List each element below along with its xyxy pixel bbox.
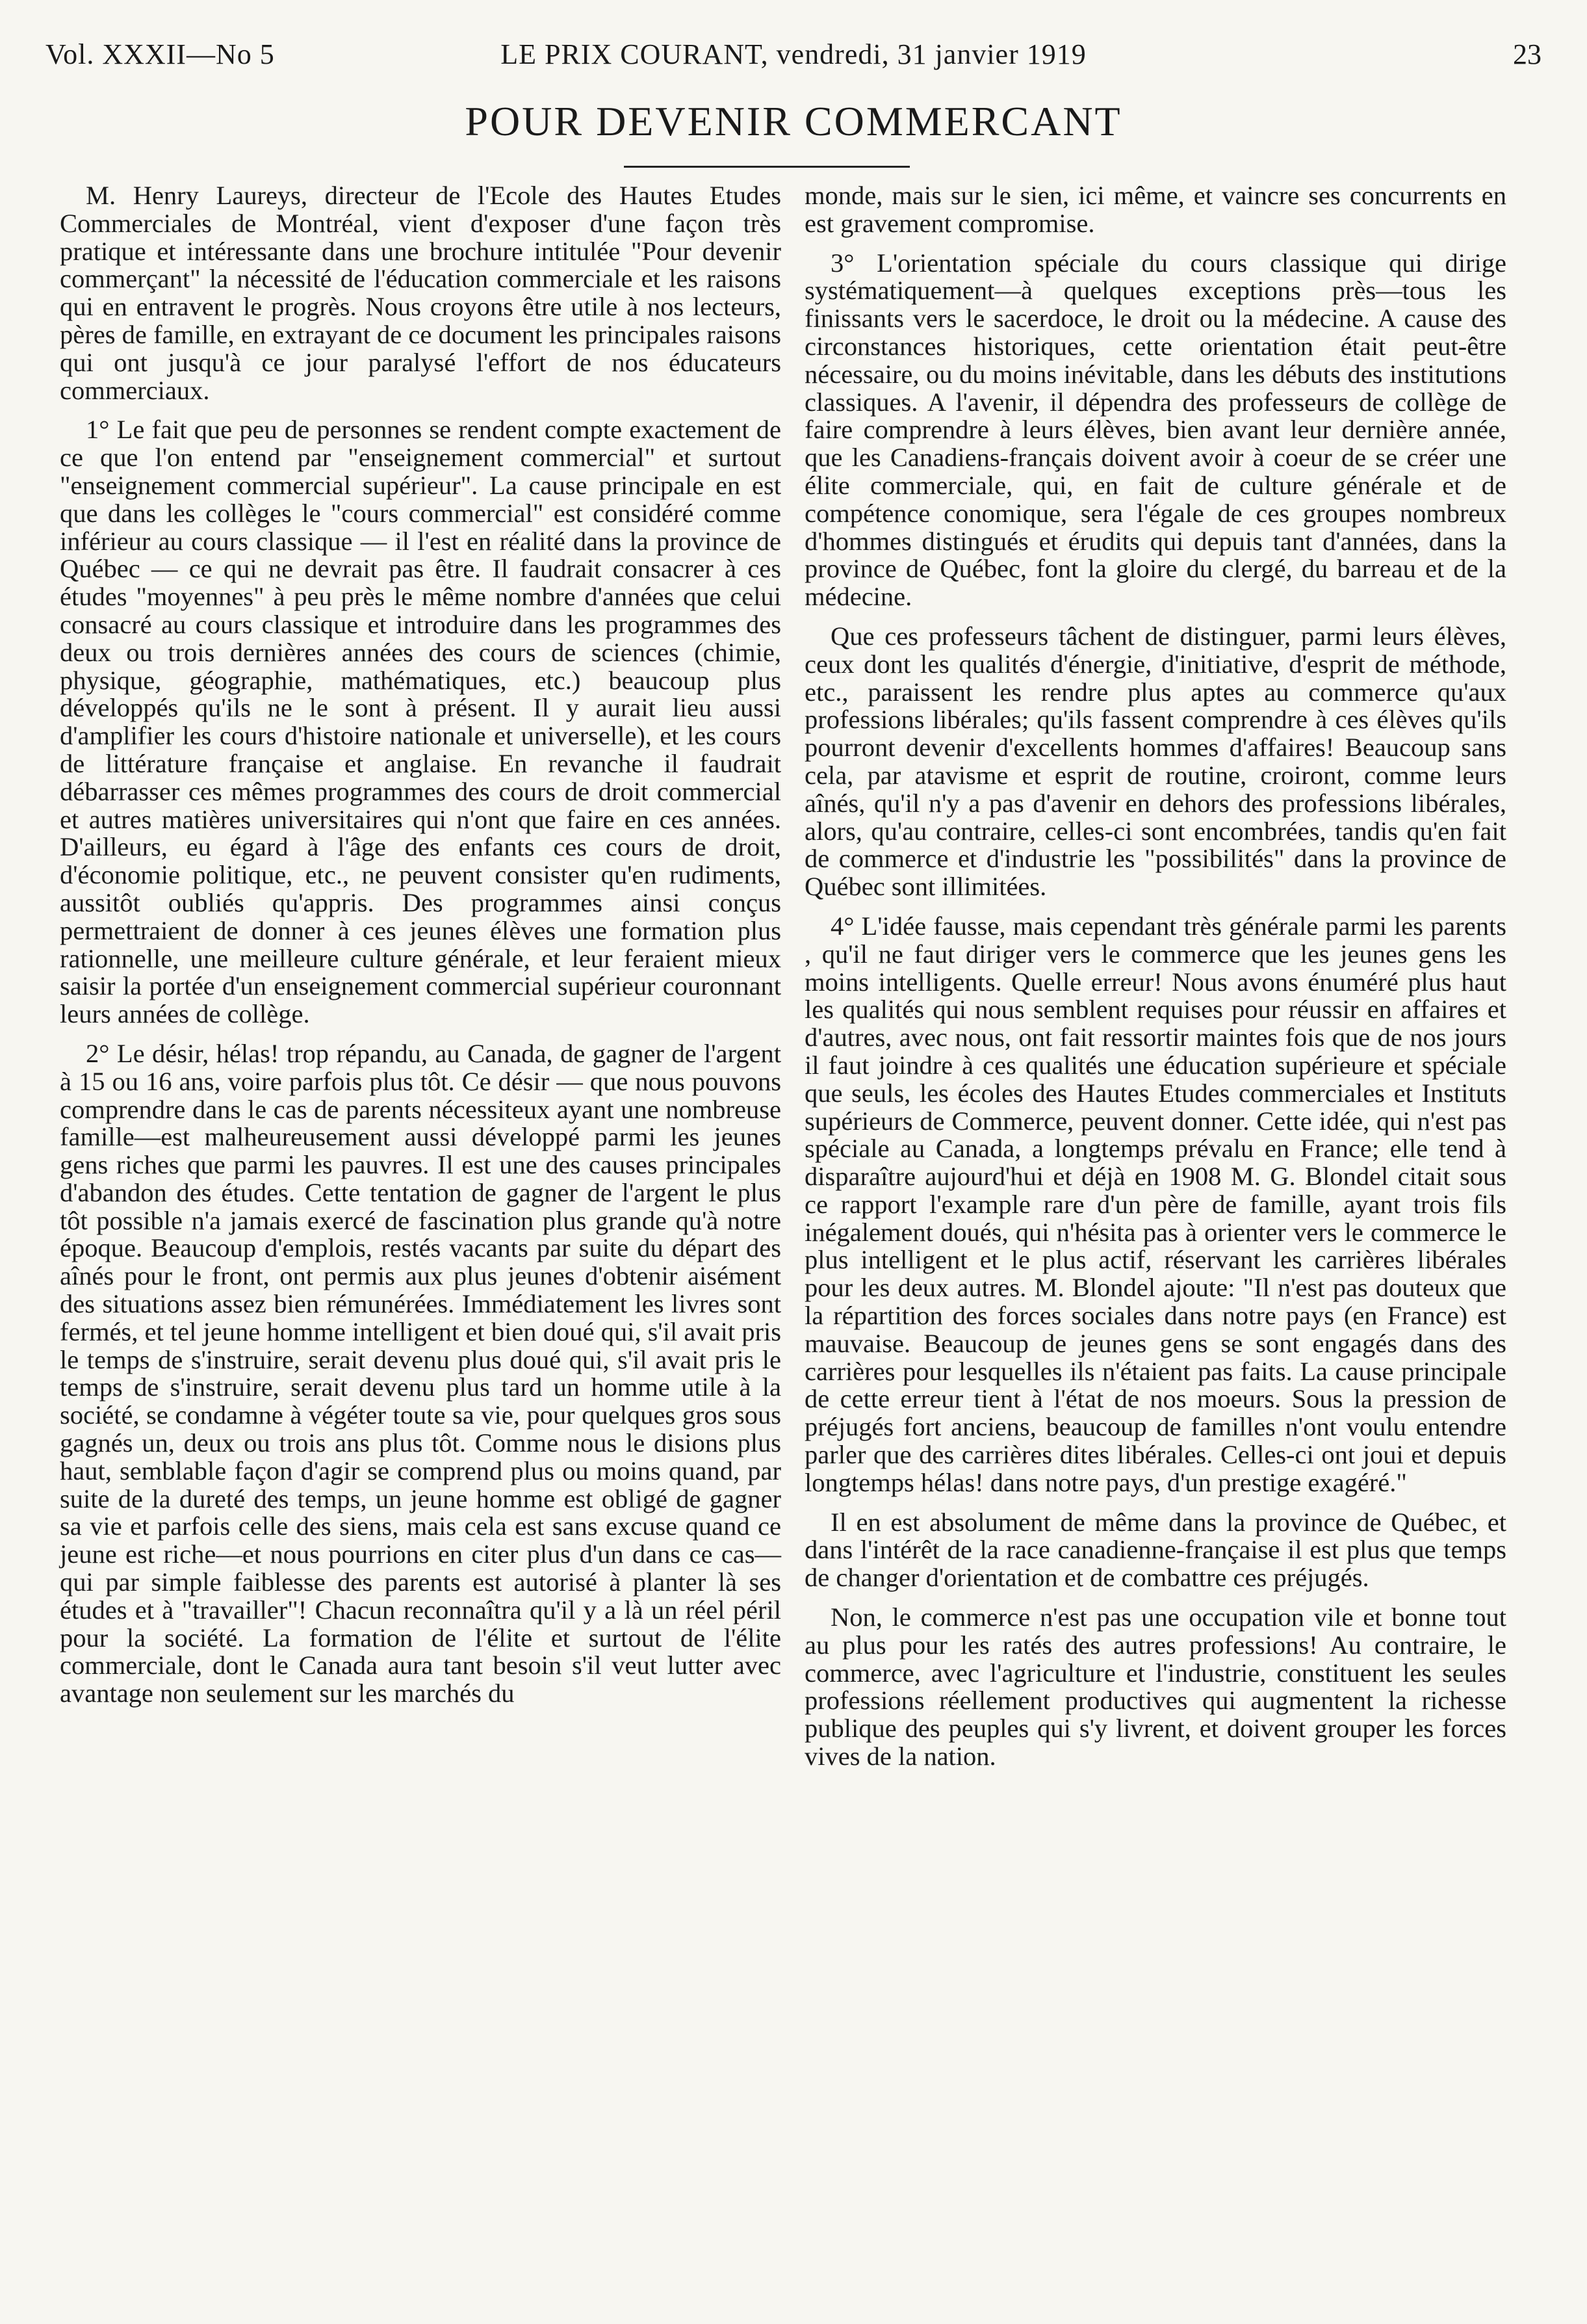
- paragraph: monde, mais sur le sien, ici même, et vaincre ses concurrents en est gravement compromise.: [805, 181, 1506, 238]
- paragraph: M. Henry Laureys, directeur de l'Ecole des Hautes Etudes Commerciales de Montréal, vient d'exposer d'une façon très pratique et intéressante dans une brochure intitulée "Pour devenir commerçant" la nécessité de l'éducation commerciale et les raisons qui en entravent le progrès. Nous croyons être utile à nos lecteurs, pères de famille, en extrayant de ce document les principales raisons qui ont jusqu'à ce jour paralysé l'effort de nos éducateurs commerciaux.: [60, 181, 781, 405]
- paragraph: Non, le commerce n'est pas une occupation vile et bonne tout au plus pour les ratés des autres professions! Au contraire, le commerce, avec l'agriculture et l'industrie, constituent les seules professions réellement productives qui augmentent la richesse publique des peuples qui s'y livrent, et doivent grouper les forces vives de la nation.: [805, 1602, 1506, 1771]
- title-divider: [624, 166, 910, 168]
- left-column: [60, 182, 781, 1719]
- paragraph: Que ces professeurs tâchent de distinguer, parmi leurs élèves, ceux dont les qualités d'énergie, d'initiative, d'esprit de méthode, etc., paraissent les rendre plus aptes au commerce qu'aux professions libérales; qu'ils fassent comprendre à ces élèves qu'ils pourront devenir d'excellents hommes d'affaires! Beaucoup sans cela, par atavisme et esprit de routine, croiront, comme leurs aînés, qu'il n'y a pas d'avenir en dehors des professions libérales, alors, qu'au contraire, celles-ci sont encombrées, tandis qu'en fait de commerce et d'industrie les "possibilités" dans la province de Québec sont illimitées.: [805, 621, 1506, 902]
- paragraph: 1° Le fait que peu de personnes se rendent compte exactement de ce que l'on entend par "enseignement commercial" et surtout "enseignement commercial supérieur". La cause principale en est que dans les collèges le "cours commercial" est considéré comme inférieur au cours classique — il l'est en réalité dans la province de Québec — ce qui ne devrait pas être. Il faudrait consacrer à ces études "moyennes" à peu près le même nombre d'années que celui consacré au cours classique et introduire dans les programmes des deux ou trois dernières années des cours de sciences (chimie, physique, géographie, mathématiques, etc.) beaucoup plus développés qu'ils ne le sont à présent. Il y aurait lieu aussi d'amplifier les cours d'histoire nationale et universelle), et les cours de littérature française et anglaise. En revanche il faudrait débarrasser ces mêmes programmes des cours de droit commercial et autres matières universitaires qui n'ont que faire en ces années. D'ailleurs, eu égard à l'âge des enfants ces cours de droit, d'économie politique, etc., ne peuvent consister qu'en rudiments, aussitôt oubliés qu'appris. Des programmes ainsi conçus permettraient de donner à ces jeunes élèves une formation plus rationnelle, une meilleure culture générale, et leur feraient mieux saisir la portée d'un enseignement commercial supérieur couronnant leurs années de collège.: [60, 415, 781, 1029]
- running-head: [45, 38, 1542, 77]
- paragraph: 4° L'idée fausse, mais cependant très générale parmi les parents , qu'il ne faut diriger vers le commerce que les jeunes gens les moins intelligents. Quelle erreur! Nous avons énuméré plus haut les qualités qui nous semblent requises pour réussir en affaires et d'autres, avec nous, ont fait ressortir maintes fois que de nos jours il faut joindre à ces qualités une éducation supérieure et spéciale que seuls, les écoles des Hautes Etudes commerciales et Instituts supérieurs de Commerce, peuvent donner. Cette idée, qui n'est pas spéciale au Canada, a longtemps prévalu en France; elle tend à disparaître aujourd'hui et déjà en 1908 M. G. Blondel citait sous ce rapport l'example rare d'un père de famille, ayant trois fils inégalement doués, qui n'hésita pas à orienter vers le commerce le plus intelligent et le plus actif, réservant les carrières libérales pour les deux autres. M. Blondel ajoute: "Il n'est pas douteux que la répartition des forces sociales dans notre pays (en France) est mauvaise. Beaucoup de jeunes gens se sont engagés dans des carrières pour lesquelles ils n'étaient pas faits. La cause principale de cette erreur tient à l'état de nos moeurs. Sous la pression de préjugés fort anciens, beaucoup de familles n'ont voulu entendre parler que des carrières dites libérales. Celles-ci ont joui et depuis longtemps hélas! dans notre pays, d'un prestige exagéré.": [805, 911, 1506, 1497]
- article-title: POUR DEVENIR COMMERCANT: [465, 98, 1122, 144]
- right-column: [805, 182, 1506, 1782]
- publication-line: LE PRIX COURANT, vendredi, 31 janvier 1919: [500, 38, 1087, 70]
- paragraph: 2° Le désir, hélas! trop répandu, au Canada, de gagner de l'argent à 15 ou 16 ans, voire parfois plus tôt. Ce désir — que nous pouvons comprendre dans le cas de parents nécessiteux ayant une nombreuse famille—est malheureusement aussi développé parmi les jeunes gens riches que parmi les pauvres. Il est une des causes principales d'abandon des études. Cette tentation de gagner de l'argent le plus tôt possible n'a jamais exercé de fascination plus grande qu'à notre époque. Beaucoup d'emplois, restés vacants par suite du départ des aînés pour le front, ont permis aux plus jeunes d'obtenir aisément des situations assez bien rémunérées. Immédiatement les livres sont fermés, et tel jeune homme intelligent et bien doué qui, s'il avait pris le temps de s'instruire, serait devenu plus doué qui, s'il avait pris le temps de s'instruire, serait devenu plus tard un homme utile à la société, se condamne à végéter toute sa vie, pour quelques gros sous gagnés un, deux ou trois ans plus tôt. Comme nous le disions plus haut, semblable façon d'agir se comprend plus ou moins quand, par suite de la dureté des temps, un jeune homme est obligé de gagner sa vie et parfois celle des siens, mais cela est sans excuse quand ce jeune est riche—et nous pourrions en citer plus d'un dans ce cas—qui par simple faiblesse des parents est autorisé à planter là ses études et à "travailler"! Chacun reconnaîtra qu'il y a là un réel péril pour la société. La formation de l'élite et surtout de l'élite commerciale, dont le Canada aura tant besoin s'il veut lutter avec avantage non seulement sur les marchés du: [60, 1038, 781, 1708]
- page-number: 23: [1513, 38, 1542, 70]
- volume-label: Vol. XXXII—No 5: [45, 38, 275, 70]
- paragraph: 3° L'orientation spéciale du cours classique qui dirige systématiquement—à quelques exceptions près—tous les finissants vers le sacerdoce, le droit ou la médecine. A cause des circonstances historiques, cette orientation était peut-être nécessaire, ou du moins inévitable, dans les débuts des institutions classiques. A l'avenir, il dépendra des professeurs de collège de faire comprendre à leurs élèves, bien avant leur dernière année, que les Canadiens-français doivent avoir à coeur de se créer une élite commerciale, qui, en fait de culture générale et de compétence conomique, sera l'égale de ces groupes nombreux d'hommes distingués et érudits qui depuis tant d'années, dans la province de Québec, font la gloire du clergé, du barreau et de la médecine.: [805, 248, 1506, 612]
- paragraph: Il en est absolument de même dans la province de Québec, et dans l'intérêt de la race canadienne-française il est plus que temps de changer d'orientation et de combattre ces préjugés.: [805, 1507, 1506, 1593]
